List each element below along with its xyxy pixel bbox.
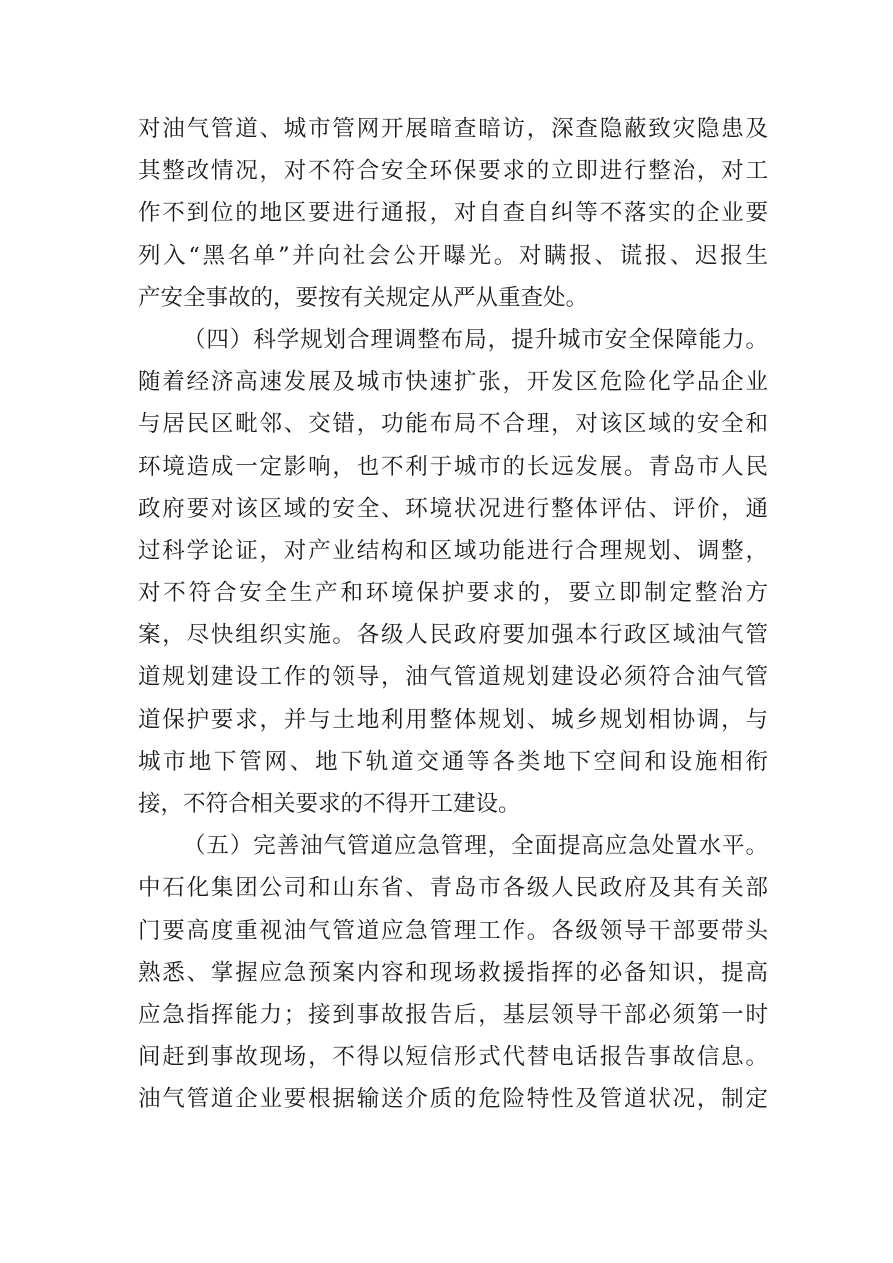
- paragraph-section-5: [138, 825, 768, 1120]
- text-line: 过科学论证，对产业结构和区域功能进行合理规划、调整，: [138, 537, 768, 564]
- text-line: 作不到位的地区要进行通报，对自查自纠等不落实的企业要: [138, 200, 768, 227]
- text-line: 与居民区毗邻、交错，功能布局不合理，对该区域的安全和: [138, 411, 768, 438]
- text-line: 其整改情况，对不符合安全环保要求的立即进行整治，对工: [138, 158, 768, 185]
- paragraph-section-4: [138, 319, 768, 825]
- text-line: 随着经济高速发展及城市快速扩张，开发区危险化学品企业: [138, 369, 768, 396]
- text-line: 门要高度重视油气管道应急管理工作。各级领导干部要带头: [138, 917, 768, 944]
- text-line: 产安全事故的，要按有关规定从严从重查处。: [138, 284, 589, 311]
- text-line: 应急指挥能力；接到事故报告后，基层领导干部必须第一时: [138, 1001, 768, 1028]
- text-line: 环境造成一定影响，也不利于城市的长远发展。青岛市人民: [138, 453, 768, 480]
- document-body: [138, 108, 768, 1121]
- text-line: 对油气管道、城市管网开展暗查暗访，深查隐蔽致灾隐患及: [138, 116, 768, 142]
- text-line: 道规划建设工作的领导，油气管道规划建设必须符合油气管: [138, 664, 768, 691]
- paragraph-continuation: [138, 108, 768, 319]
- text-line: 政府要对该区域的安全、环境状况进行整体评估、评价，通: [138, 495, 768, 522]
- text-line: 列入“黑名单”并向社会公开曝光。对瞒报、谎报、迟报生: [138, 242, 768, 269]
- section-heading-line: （四）科学规划合理调整布局，提升城市安全保障能力。: [183, 326, 768, 353]
- text-line: 油气管道企业要根据输送介质的危险特性及管道状况，制定: [138, 1086, 768, 1113]
- text-line: 间赶到事故现场，不得以短信形式代替电话报告事故信息。: [138, 1044, 768, 1071]
- text-line: 中石化集团公司和山东省、青岛市各级人民政府及其有关部: [138, 875, 768, 902]
- text-line: 案，尽快组织实施。各级人民政府要加强本行政区域油气管: [138, 622, 768, 649]
- section-heading-line: （五）完善油气管道应急管理，全面提高应急处置水平。: [183, 833, 768, 860]
- text-line: 熟悉、掌握应急预案内容和现场救援指挥的必备知识，提高: [138, 959, 768, 986]
- text-line: 接，不符合相关要求的不得开工建设。: [138, 791, 521, 817]
- text-line: 城市地下管网、地下轨道交通等各类地下空间和设施相衔: [138, 748, 768, 775]
- text-line: 对不符合安全生产和环境保护要求的，要立即制定整治方: [138, 580, 768, 607]
- text-line: 道保护要求，并与土地利用整体规划、城乡规划相协调，与: [138, 706, 768, 733]
